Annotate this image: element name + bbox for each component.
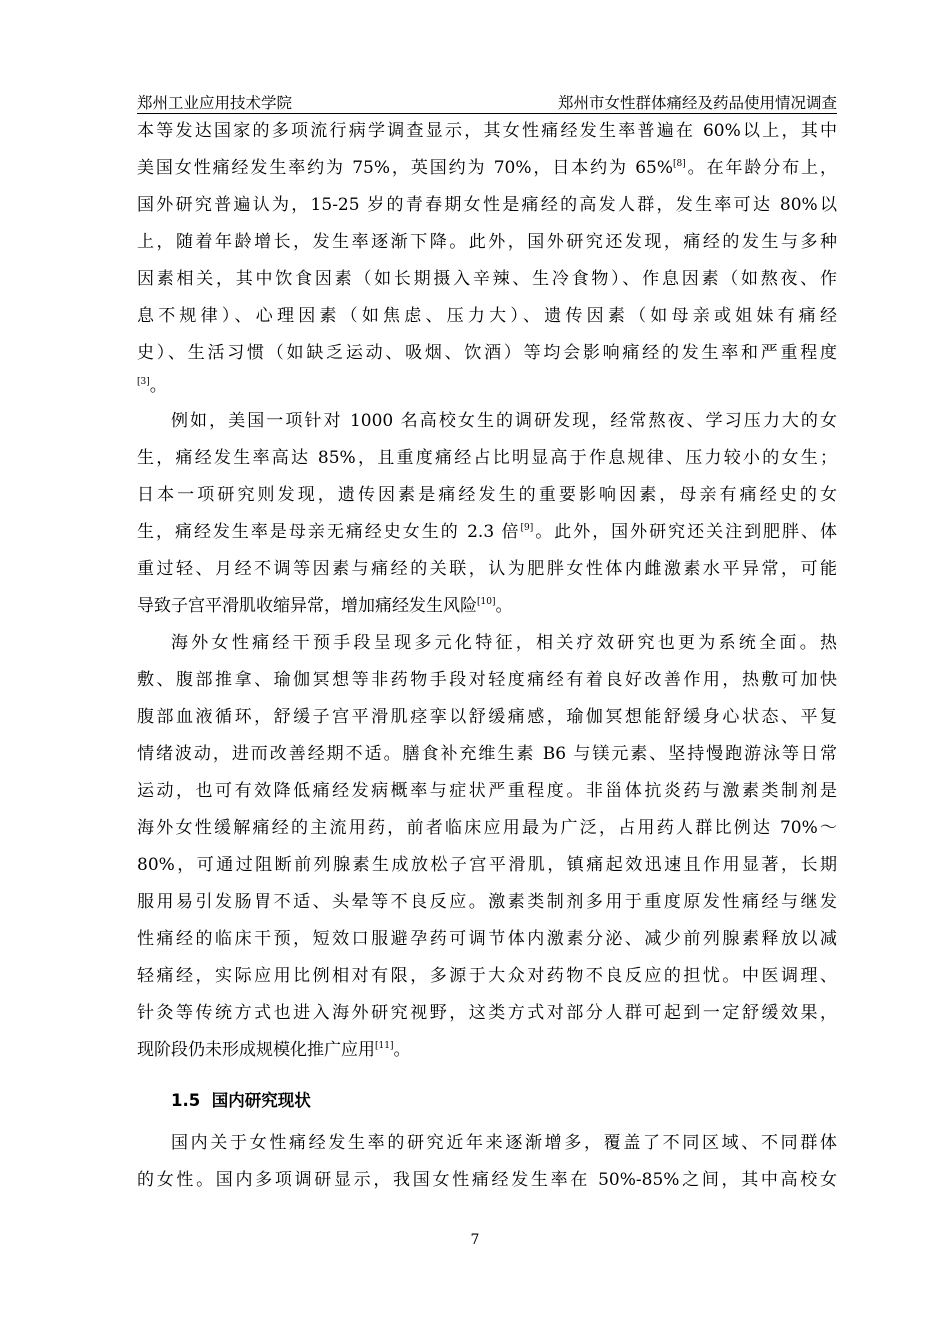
citation-ref: [10] bbox=[477, 597, 496, 607]
paragraph-2 bbox=[137, 403, 837, 625]
text-line: 针灸等传统方式也进入海外研究视野，这类方式对部分人群可起到一定舒缓效果， bbox=[137, 1003, 837, 1023]
paragraph-3 bbox=[137, 625, 837, 1069]
text-line: 国内关于女性痛经发生率的研究近年来逐渐增多，覆盖了不同区域、不同群体 bbox=[171, 1133, 837, 1153]
section-heading bbox=[137, 1082, 837, 1119]
text-line: 因素相关，其中饮食因素（如长期摄入辛辣、生冷食物）、作息因素（如熬夜、作 bbox=[137, 269, 837, 289]
citation-ref: [3] bbox=[137, 377, 150, 387]
text-line: 生，痛经发生率高达 85%，且重度痛经占比明显高于作息规律、压力较小的女生； bbox=[137, 448, 837, 468]
text-line: 的女性。国内多项调研显示，我国女性痛经发生率在 50%-85%之间，其中高校女 bbox=[137, 1170, 837, 1190]
text-line: 例如，美国一项针对 1000 名高校女生的调研发现，经常熬夜、学习压力大的女 bbox=[171, 411, 837, 431]
text-line: 现阶段仍未形成规模化推广应用[11]。 bbox=[137, 1040, 411, 1060]
citation-ref: [9] bbox=[520, 523, 534, 533]
text-line: 运动，也可有效降低痛经发病概率与症状严重程度。非甾体抗炎药与激素类制剂是 bbox=[137, 781, 837, 801]
section-title: 国内研究现状 bbox=[211, 1091, 311, 1110]
text-line: 上，随着年龄增长，发生率逐渐下降。此外，国外研究还发现，痛经的发生与多种 bbox=[137, 232, 837, 252]
citation-ref: [8] bbox=[673, 159, 686, 169]
text-line: 海外女性痛经干预手段呈现多元化特征，相关疗效研究也更为系统全面。热 bbox=[171, 633, 837, 653]
citation-ref: [11] bbox=[375, 1041, 394, 1051]
text-line: 重过轻、月经不调等因素与痛经的关联，认为肥胖女性体内雌激素水平异常，可能 bbox=[137, 559, 837, 579]
header-report-title: 郑州市女性群体痛经及药品使用情况调查 bbox=[557, 94, 837, 112]
text-line: 生，痛经发生率是母亲无痛经史女生的 2.3 倍[9]。此外，国外研究还关注到肥胖、体 bbox=[137, 522, 838, 542]
page-number: 7 bbox=[470, 1232, 480, 1248]
text-line: 80%，可通过阻断前列腺素生成放松子宫平滑肌，镇痛起效迅速且作用显著，长期 bbox=[137, 855, 837, 875]
text-line: 腹部血液循环，舒缓子宫平滑肌痉挛以舒缓痛感，瑜伽冥想能舒缓身心状态、平复 bbox=[137, 707, 837, 727]
text-line: 敷、腹部推拿、瑜伽冥想等非药物手段对轻度痛经有着良好改善作用，热敷可加快 bbox=[137, 670, 837, 690]
page-header bbox=[137, 89, 837, 114]
text-line: 日本一项研究则发现，遗传因素是痛经发生的重要影响因素，母亲有痛经史的女 bbox=[137, 485, 837, 505]
header-institution: 郑州工业应用技术学院 bbox=[137, 94, 293, 112]
page-body bbox=[137, 113, 837, 1199]
text-line: 海外女性缓解痛经的主流用药，前者临床应用最为广泛，占用药人群比例达 70%～ bbox=[137, 818, 837, 838]
text-line: 本等发达国家的多项流行病学调查显示，其女性痛经发生率普遍在 60%以上，其中 bbox=[137, 121, 837, 141]
paragraph-4 bbox=[137, 1125, 837, 1199]
text-line: [3]。 bbox=[137, 376, 167, 396]
text-line: 情绪波动，进而改善经期不适。膳食补充维生素 B6 与镁元素、坚持慢跑游泳等日常 bbox=[137, 744, 837, 764]
paragraph-1 bbox=[137, 113, 837, 403]
text-line: 国外研究普遍认为，15-25 岁的青春期女性是痛经的高发人群，发生率可达 80%以 bbox=[137, 195, 837, 215]
text-line: 美国女性痛经发生率约为 75%，英国约为 70%，日本约为 65%[8]。在年龄分布上， bbox=[137, 158, 837, 178]
text-line: 息不规律）、心理因素（如焦虑、压力大）、遗传因素（如母亲或姐妹有痛经 bbox=[137, 306, 837, 326]
text-line: 性痛经的临床干预，短效口服避孕药可调节体内激素分泌、减少前列腺素释放以减 bbox=[137, 929, 837, 949]
text-line: 导致子宫平滑肌收缩异常，增加痛经发生风险[10]。 bbox=[137, 596, 513, 616]
text-line: 服用易引发肠胃不适、头晕等不良反应。激素类制剂多用于重度原发性痛经与继发 bbox=[137, 892, 837, 912]
section-number: 1.5 bbox=[171, 1091, 201, 1110]
text-line: 轻痛经，实际应用比例相对有限，多源于大众对药物不良反应的担忧。中医调理、 bbox=[137, 966, 837, 986]
text-line: 史）、生活习惯（如缺乏运动、吸烟、饮酒）等均会影响痛经的发生率和严重程度 bbox=[137, 343, 837, 363]
